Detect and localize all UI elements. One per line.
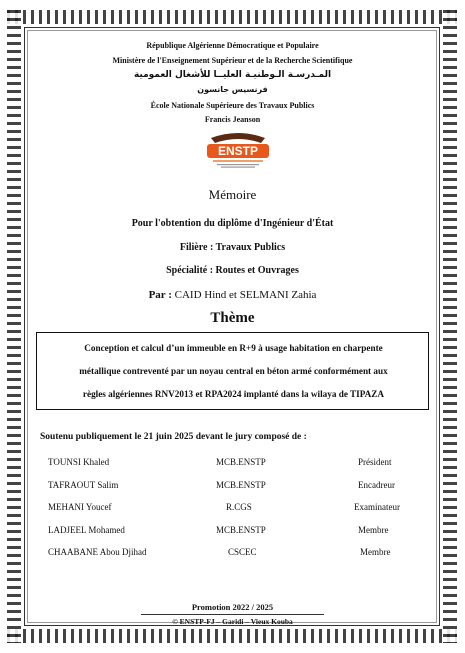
theme-line: règles algériennes RNV2013 et RPA2024 implanté dans la wilaya de TIPAZA xyxy=(82,389,385,399)
jury-member-grade: MCB.ENSTP xyxy=(216,480,266,490)
jury-member-name: TOUNSI Khaled xyxy=(48,457,110,467)
promotion: Promotion 2022 / 2025 xyxy=(191,602,274,612)
enstp-logo-mark xyxy=(201,132,275,170)
footer-divider xyxy=(141,614,324,615)
logo-arch xyxy=(211,133,265,143)
jury-member-role: Membre xyxy=(360,547,391,557)
arabic-school-name: المـدرسـة الـوطنيـة العليــا للأشغال العمومية xyxy=(133,70,332,80)
jury-member-name: TAFRAOUT Salim xyxy=(48,480,119,490)
logo-tagline-line-2 xyxy=(221,167,255,168)
jury-member-grade: MCB.ENSTP xyxy=(216,457,266,467)
jury-member-role: Président xyxy=(358,457,392,467)
degree-purpose: Pour l'obtention du diplôme d'Ingénieur d'État xyxy=(131,218,334,229)
jury-member-name: MEHANI Youcef xyxy=(48,502,112,512)
enstp-logo xyxy=(201,132,275,170)
decorative-border-bottom xyxy=(7,629,457,643)
specialite: Spécialité : Routes et Ouvrages xyxy=(166,265,299,276)
decorative-border-top xyxy=(7,10,457,24)
filiere: Filière : Travaux Publics xyxy=(179,242,286,253)
school-name: École Nationale Supérieure des Travaux Publics xyxy=(150,101,315,110)
memoire-title: Mémoire xyxy=(208,187,257,202)
jury-member-grade: R.CGS xyxy=(226,502,252,512)
logo-underline xyxy=(213,160,263,162)
jury-member-role: Encadreur xyxy=(358,480,395,490)
jury-member-role: Membre xyxy=(358,525,389,535)
par-label: Par : xyxy=(148,289,175,301)
republic-heading: République Algérienne Démocratique et Populaire xyxy=(146,41,319,50)
theme-box xyxy=(36,332,429,410)
jury-member-name: CHAABANE Abou Djihad xyxy=(48,547,147,557)
school-subtitle: Francis Jeanson xyxy=(204,115,261,124)
logo-acronym: ENSTP xyxy=(217,144,259,158)
authors-names: CAID Hind et SELMANI Zahia xyxy=(174,289,317,301)
jury-member-grade: CSCEC xyxy=(228,547,257,557)
logo-tagline-line-1 xyxy=(217,164,259,165)
theme-line: Conception et calcul d’un immeuble en R+9 à usage habitation en charpente xyxy=(84,343,383,353)
jury-member-role: Examinateur xyxy=(354,502,400,512)
copyright: © ENSTP-FJ – Garidi – Vieux Kouba xyxy=(172,617,293,626)
jury-member-name: LADJEEL Mohamed xyxy=(48,525,125,535)
ministry-heading: Ministère de l'Enseignement Supérieur et de la Recherche Scientifique xyxy=(112,56,353,65)
theme-heading: Thème xyxy=(210,310,255,326)
authors-line xyxy=(0,289,465,301)
defense-statement: Soutenu publiquement le 21 juin 2025 devant le jury composé de : xyxy=(40,432,307,442)
arabic-francis-jeanson: فرنسيس جانسون xyxy=(197,85,268,94)
theme-line: métallique contreventé par un noyau central en béton armé conformément aux xyxy=(79,366,388,376)
jury-member-grade: MCB.ENSTP xyxy=(216,525,266,535)
